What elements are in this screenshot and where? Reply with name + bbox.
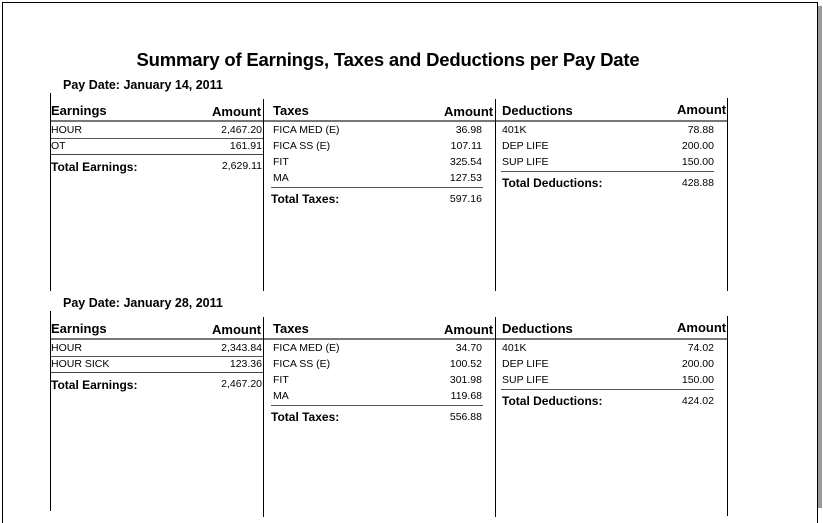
tax-amount: 301.98: [449, 374, 482, 386]
total-deductions-label: Total Deductions:: [502, 176, 603, 190]
earning-amount: 161.91: [229, 140, 262, 152]
column-divider-1: [263, 99, 264, 291]
deduction-name: 401K: [502, 124, 527, 136]
tax-name: MA: [273, 390, 289, 402]
tax-name: FIT: [273, 156, 289, 168]
deduction-name: DEP LIFE: [502, 358, 549, 370]
earnings-amount-header: Amount: [212, 322, 262, 337]
earning-name: HOUR: [51, 342, 82, 354]
tax-amount: 36.98: [455, 124, 482, 136]
taxes-header-underline: [264, 338, 495, 340]
tax-amount: 34.70: [455, 342, 482, 354]
deduction-name: SUP LIFE: [502, 374, 549, 386]
column-divider-2: [495, 99, 496, 291]
earnings-header: Earnings: [51, 103, 107, 118]
deduction-amount: 74.02: [687, 342, 714, 354]
earning-amount: 2,343.84: [221, 342, 262, 354]
pay-date-heading: Pay Date: January 28, 2011: [63, 296, 223, 310]
deduction-amount: 200.00: [681, 140, 714, 152]
column-divider-3: [727, 316, 728, 516]
report-title: Summary of Earnings, Taxes and Deductions per Pay Date: [136, 49, 640, 70]
taxes-total-divider: [271, 187, 483, 188]
column-divider-3: [727, 98, 728, 291]
tax-name: FICA SS (E): [273, 358, 331, 370]
tax-amount: 100.52: [449, 358, 482, 370]
total-earnings-label: Total Earnings:: [51, 378, 138, 392]
tax-amount: 325.54: [449, 156, 482, 168]
earnings-left-border: [50, 93, 51, 291]
row-divider: [51, 138, 263, 139]
earnings-header: Earnings: [51, 321, 107, 336]
taxes-amount-header: Amount: [444, 104, 494, 119]
earnings-header-underline: [51, 120, 263, 122]
column-divider-2: [495, 317, 496, 517]
deductions-amount-header: Amount: [677, 320, 727, 335]
earning-amount: 123.36: [229, 358, 262, 370]
tax-name: FICA MED (E): [273, 124, 340, 136]
earnings-amount-header: Amount: [212, 104, 262, 119]
taxes-header-underline: [264, 120, 495, 122]
row-divider: [51, 356, 263, 357]
tax-amount: 119.68: [450, 390, 482, 402]
total-earnings-value: 2,629.11: [221, 160, 262, 172]
deduction-amount: 200.00: [681, 358, 714, 370]
total-earnings-label: Total Earnings:: [51, 160, 138, 174]
earnings-header-underline: [51, 338, 263, 340]
column-divider-1: [263, 317, 264, 517]
earning-name: HOUR: [51, 124, 82, 136]
total-taxes-label: Total Taxes:: [271, 410, 340, 424]
earning-name: OT: [51, 140, 66, 152]
deduction-amount: 150.00: [681, 374, 714, 386]
total-deductions-label: Total Deductions:: [502, 394, 603, 408]
total-taxes-value: 556.88: [449, 411, 482, 423]
deductions-total-divider: [501, 389, 714, 390]
deductions-amount-header: Amount: [677, 102, 727, 117]
deduction-name: DEP LIFE: [502, 140, 549, 152]
taxes-header: Taxes: [273, 103, 309, 118]
total-deductions-value: 428.88: [681, 177, 714, 189]
tax-amount: 127.53: [449, 172, 482, 184]
total-taxes-value: 597.16: [449, 193, 482, 205]
tax-name: FIT: [273, 374, 289, 386]
total-earnings-value: 2,467.20: [221, 378, 262, 390]
deductions-header: Deductions: [502, 103, 573, 118]
tax-name: FICA SS (E): [273, 140, 331, 152]
total-deductions-value: 424.02: [681, 395, 714, 407]
page-shadow: [818, 6, 822, 508]
pay-date-heading: Pay Date: January 14, 2011: [63, 78, 223, 92]
deduction-name: 401K: [502, 342, 527, 354]
deduction-amount: 150.00: [681, 156, 714, 168]
taxes-total-divider: [271, 405, 483, 406]
deductions-header-underline: [496, 338, 727, 340]
deduction-amount: 78.88: [687, 124, 714, 136]
total-taxes-label: Total Taxes:: [271, 192, 340, 206]
earnings-total-divider: [51, 372, 263, 373]
earning-amount: 2,467.20: [221, 124, 262, 136]
earning-name: HOUR SICK: [51, 358, 110, 370]
taxes-header: Taxes: [273, 321, 309, 336]
tax-amount: 107.11: [450, 140, 482, 152]
tax-name: FICA MED (E): [273, 342, 340, 354]
taxes-amount-header: Amount: [444, 322, 494, 337]
deductions-total-divider: [501, 171, 714, 172]
tax-name: MA: [273, 172, 289, 184]
deductions-header: Deductions: [502, 321, 573, 336]
deduction-name: SUP LIFE: [502, 156, 549, 168]
earnings-total-divider: [51, 154, 263, 155]
deductions-header-underline: [496, 120, 727, 122]
earnings-left-border: [50, 311, 51, 511]
